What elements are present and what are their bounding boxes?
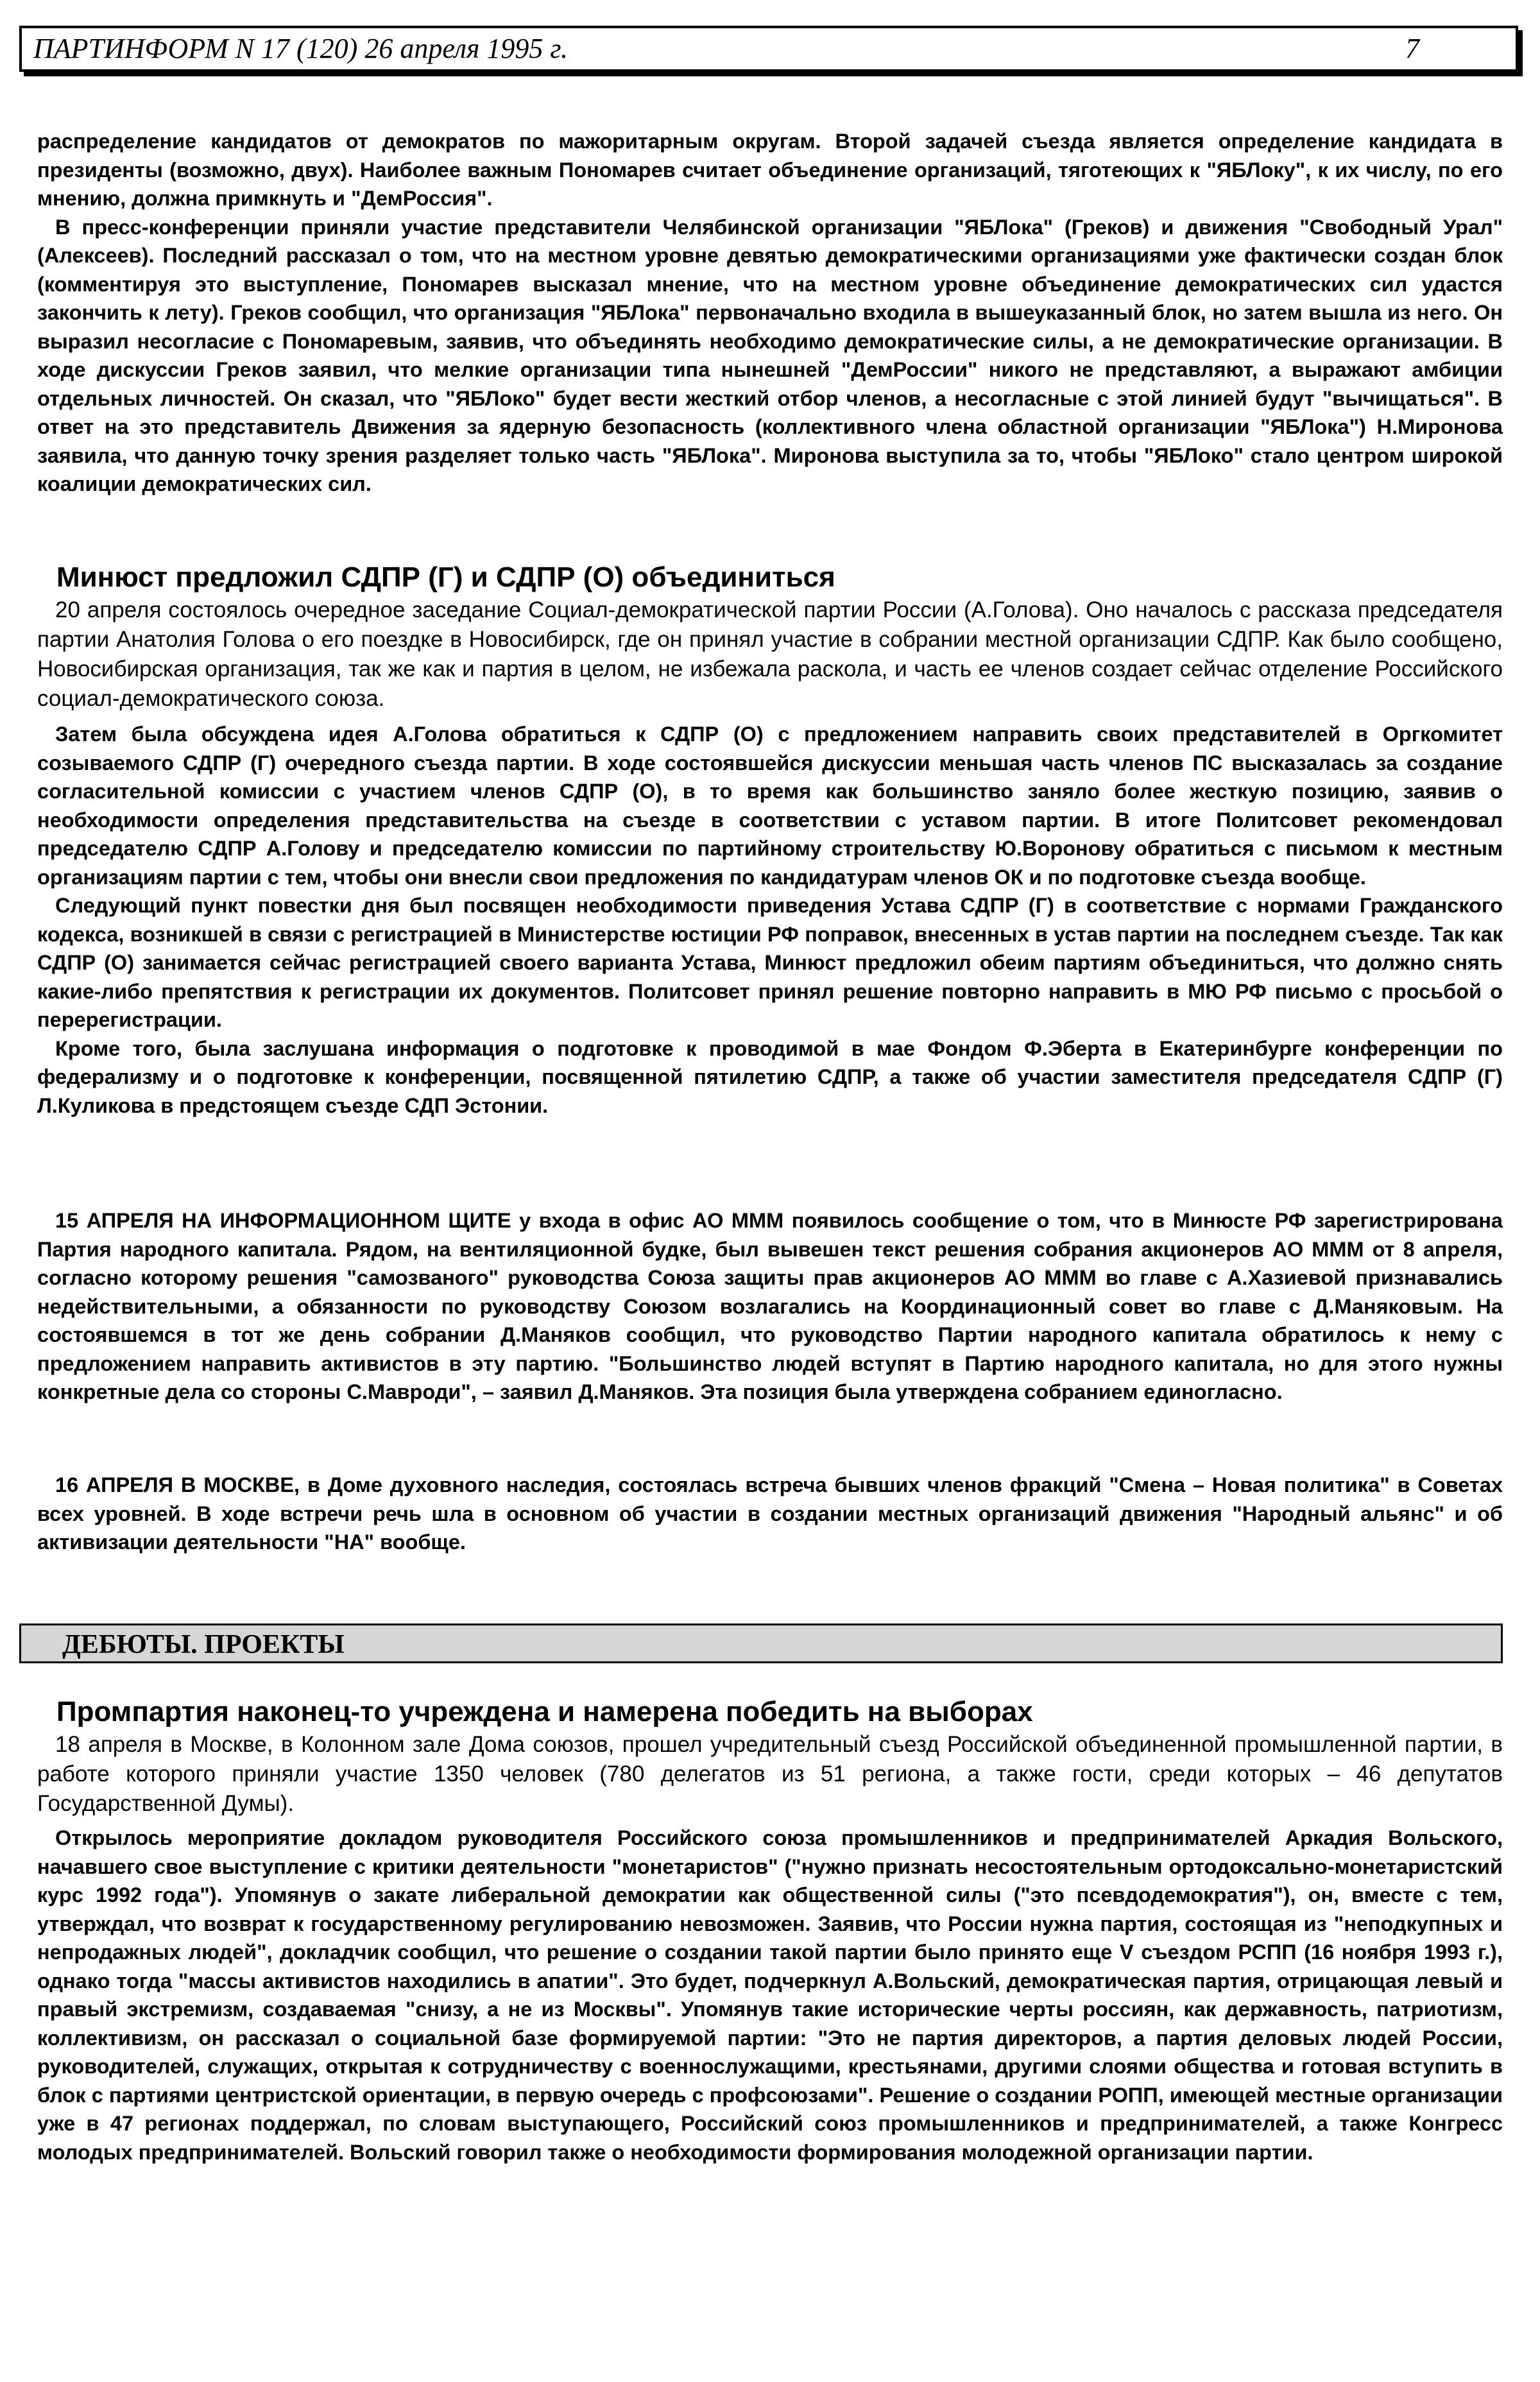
section-header — [19, 1624, 1503, 1663]
article-paragraph-3: Кроме того, была заслушана информация о подготовке к проводимой в мае Фондом Ф.Эберта в Екатеринбурге конференции по федерализму и о подготовке к конференции, посвященной пятилетию СДПР, а также об участии заместителя председателя СДПР (Г) Л.Куликова в предстоящем съезде СДП Эстонии. — [37, 1036, 1503, 1117]
section-title: ДЕБЮТЫ. ПРОЕКТЫ — [62, 1630, 345, 1659]
news-item-moscow — [37, 1471, 1503, 1557]
article-lead: 18 апреля в Москве, в Колонном зале Дома союзов, прошел учредительный съезд Российской объединенной промышленной партии, в работе которого приняли участие 1350 человек (780 делегатов из 51 региона, а также гости, среди которых – 46 депутатов Государственной Думы). — [37, 1732, 1503, 1816]
article-heading: Минюст предложил СДПР (Г) и СДПР (О) объединиться — [56, 561, 835, 593]
article-lead: 20 апреля состоялось очередное заседание Социал-демократической партии России (А.Голова). Оно началось с рассказа председателя партии Анатолия Голова о его поездке в Новосибирск, где он принял участие в собрании местной организации СДПР. Как было сообщено, Новосибирская организация, так же как и партия в целом, не избежала раскола, и часть ее членов создает сейчас отделение Российского социал-демократического союза. — [37, 597, 1503, 711]
news-item-mmm — [37, 1206, 1503, 1407]
news-paragraph: 16 АПРЕЛЯ В МОСКВЕ, в Доме духовного наследия, состоялась встреча бывших членов фракций "Смена – Новая политика" в Советах всех уровней. В ходе встречи речь шла в основном об участии в создании местных организаций движения "Народный альянс" и об активизации деятельности "НА" вообще. — [37, 1473, 1503, 1554]
intro-paragraph-2: В пресс-конференции приняли участие представители Челябинской организации "ЯБЛока" (Греков) и движения "Свободный Урал" (Алексеев). Последний рассказал о том, что на местном уровне девятью демократическими организациями уже фактически создан блок (комментируя это выступление, Пономарев высказал мнение, что на местном уровне объединение демократических сил удастся закончить к лету). Греков сообщил, что организация "ЯБЛока" первоначально входила в вышеуказанный блок, но затем вышла из него. Он выразил несогласие с Пономаревым, заявив, что объединять необходимо демократические силы, а не демократические организации. В ходе дискуссии Греков заявил, что мелкие организации типа нынешней "ДемРоссии" никого не представляют, а выражают амбиции отдельных личностей. Он сказал, что "ЯБЛоко" будет вести жесткий отбор членов, а несогласные с этой линией будут "вычищаться". В ответ на это представитель Движения за ядерную безопасность (коллективного члена областной организации "ЯБЛока") Н.Миронова заявила, что данную точку зрения разделяет только часть "ЯБЛока". Миронова выступила за то, чтобы "ЯБЛоко" стало центром широкой коалиции демократических сил. — [37, 215, 1503, 495]
article-heading: Промпартия наконец-то учреждена и намерена победить на выборах — [56, 1696, 1033, 1727]
intro-paragraph-1: распределение кандидатов от демократов по мажоритарным округам. Второй задачей съезда является определение кандидата в президенты (возможно, двух). Наиболее важным Пономарев считает объединение организаций, тяготеющих к "ЯБЛоку", к их числу, по его мнению, должна примкнуть и "ДемРоссия". — [37, 130, 1503, 210]
article-paragraph-1: Затем была обсуждена идея А.Голова обратиться к СДПР (О) с предложением направить своих представителей в Оргкомитет созываемого СДПР (Г) очередного съезда партии. В ходе состоявшейся дискуссии меньшая часть членов ПС высказалась за создание согласительной комиссии с участием членов СДПР (О), в то время как большинство заняло более жесткую позицию, заявив о необходимости определения представительства на съезде в соответствии с уставом партии. В итоге Политсовет рекомендовал председателю СДПР А.Голову и председателю комиссии по партийному строительству Ю.Воронову обратиться с письмом к местным организациям партии с тем, чтобы они внесли свои предложения по кандидатурам членов ОК и по подготовке съезда вообще. — [37, 723, 1503, 889]
page-number: 7 — [1405, 33, 1419, 64]
page-header — [19, 26, 1518, 72]
article-paragraph-2: Следующий пункт повестки дня был посвящен необходимости приведения Устава СДПР (Г) в соответствие с нормами Гражданского кодекса, возникшей в связи с регистрацией в Министерстве юстиции РФ поправок, внесенных в устав партии на последнем съезде. Так как СДПР (О) занимается сейчас регистрацией своего варианта Устава, Минюст предложил обеим партиям объединиться, что должно снять какие-либо препятствия к регистрации их документов. Политсовет принял решение повторно направить в МЮ РФ письмо с просьбой о перерегистрации. — [37, 894, 1503, 1031]
intro-block — [37, 127, 1503, 499]
publication-title: ПАРТИНФОРМ N 17 (120) 26 апреля 1995 г. — [33, 33, 568, 64]
article-paragraph-1: Открылось мероприятие докладом руководителя Российского союза промышленников и предпринимателей Аркадия Вольского, начавшего свое выступление с критики деятельности "монетаристов" ("нужно признать несостоятельным ортодоксально-монетаристский курс 1992 года"). Упомянув о закате либеральной демократии как общественной силы ("это псевдодемократия"), он, вместе с тем, утверждал, что возврат к государственному регулированию невозможен. Заявив, что России нужна партия, состоящая из "неподкупных и непродажных людей", докладчик сообщил, что решение о создании такой партии было принято еще V съездом РСПП (16 ноября 1993 г.), однако тогда "массы активистов находились в апатии". Это будет, подчеркнул А.Вольский, демократическая партия, отрицающая левый и правый экстремизм, создаваемая "снизу, а не из Москвы". Упомянув такие исторические черты россиян, как державность, патриотизм, коллективизм, он рассказал о социальной базе формируемой партии: "Это не партия директоров, а партия деловых людей России, руководителей, служащих, открытая к сотрудничеству с военнослужащими, крестьянами, другими слоями общества и готовая вступить в блок с партиями центристской ориентации, в первую очередь с профсоюзами". Решение о создании РОПП, имеющей местные организации уже в 47 регионах поддержал, по словам выступающего, Российский союз промышленников и предпринимателей, а также Конгресс молодых предпринимателей. Вольский говорил также о необходимости формирования молодежной организации партии. — [37, 1826, 1503, 2164]
news-paragraph: 15 АПРЕЛЯ НА ИНФОРМАЦИОННОМ ЩИТЕ у входа в офис АО МММ появилось сообщение о том, что в Минюсте РФ зарегистрирована Партия народного капитала. Рядом, на вентиляционной будке, был вывешен текст решения собрания акционеров АО МММ от 8 апреля, согласно которому решения "самозваного" руководства Союза защиты прав акционеров АО МММ во главе с А.Хазиевой признавались недействительными, а обязанности по руководству Союзом возлагались на Координационный совет во главе с Д.Маняковым. На состоявшемся в тот же день собрании Д.Маняков сообщил, что руководство Партии народного капитала обратилось к нему с предложением направить активистов в эту партию. "Большинство людей вступят в Партию народного капитала, но для этого нужны конкретные дела со стороны С.Мавроди", – заявил Д.Маняков. Эта позиция была утверждена собранием единогласно. — [37, 1209, 1503, 1403]
article-sdpr — [37, 560, 1503, 1120]
article-prompartiya — [37, 1694, 1503, 2166]
